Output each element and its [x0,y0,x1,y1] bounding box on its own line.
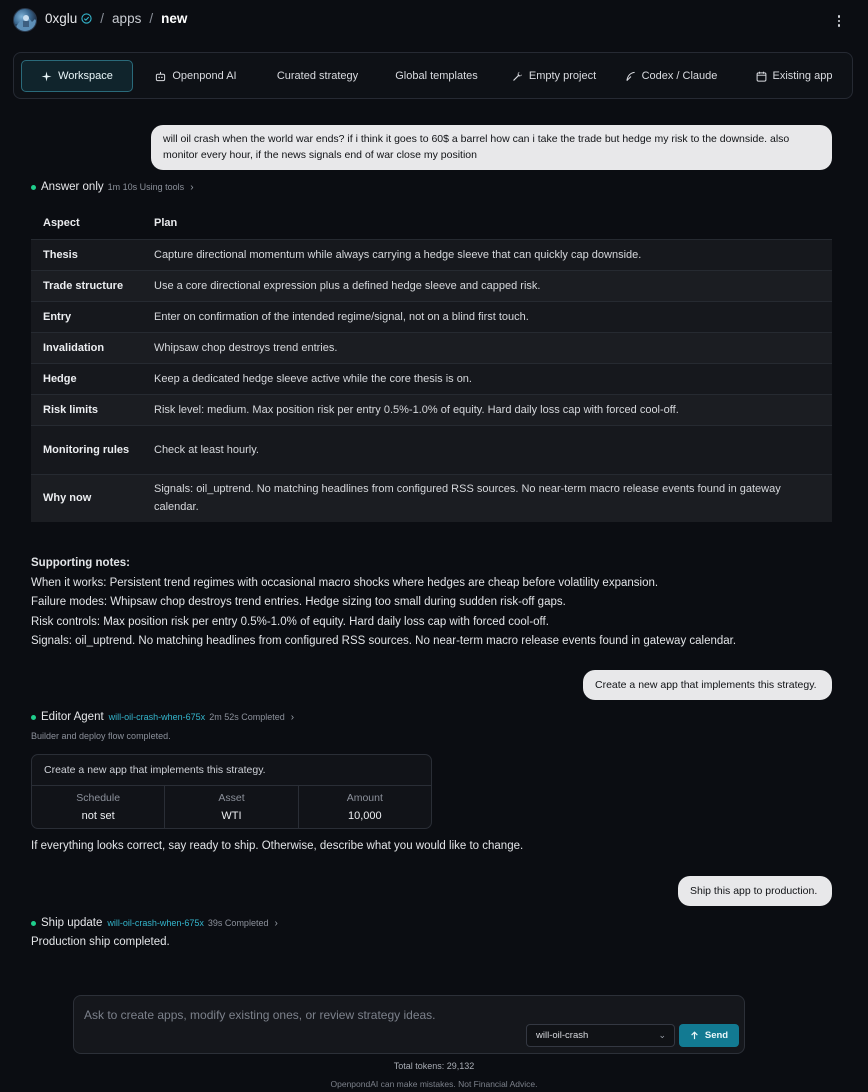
app-tag[interactable]: will-oil-crash-when-675x [108,712,206,722]
aspect-cell: Thesis [31,239,142,270]
answer-meta: 1m 10s Using tools [107,182,185,192]
note-line: Failure modes: Whipsaw chop destroys trend entries. Hedge sizing too small during sudden risk-off gaps. [31,596,566,608]
card-field-amount [299,786,431,829]
tab-label: Empty project [528,70,597,82]
send-button[interactable] [679,1024,739,1047]
answer-label: Answer only [41,181,104,193]
plan-cell: Signals: oil_uptrend. No matching headlines from configured RSS sources. No near-term macro release events found in gateway calendar. [142,474,832,522]
table-row [31,270,832,301]
plan-cell: Risk level: medium. Max position risk per entry 0.5%-1.0% of equity. Hard daily loss cap with forced cool-off. [142,394,832,425]
answer-status[interactable] [31,181,194,193]
breadcrumb-user[interactable]: 0xglu [45,11,78,26]
plan-cell: Enter on confirmation of the intended regime/signal, not on a blind first touch. [142,301,832,332]
avatar[interactable] [13,8,37,32]
aspect-cell: Invalidation [31,332,142,363]
plan-cell: Keep a dedicated hedge sleeve active while the core thesis is on. [142,363,832,394]
mode-tabs [13,52,853,99]
notes-heading: Supporting notes: [31,557,131,569]
field-value: 10,000 [347,810,382,822]
table-row [31,394,832,425]
token-count: Total tokens: 29,132 [393,1061,475,1071]
column-header-plan: Plan [154,217,178,230]
ship-update-label: Ship update [41,917,103,929]
table-row [31,239,832,270]
chevron-right-icon: › [190,181,194,193]
app-summary-card [31,754,432,829]
chat-input[interactable]: Ask to create apps, modify existing ones, or review strategy ideas. [84,1008,436,1022]
plan-cell: Whipsaw chop destroys trend entries. [142,332,832,363]
plan-table [31,208,832,522]
app-select-value: will-oil-crash [536,1030,589,1041]
breadcrumb-separator: / [100,11,105,26]
assistant-followup: If everything looks correct, say ready to ship. Otherwise, describe what you would like to change. [31,840,524,852]
ship-result: Production ship completed. [31,936,170,948]
ship-update-meta: 39s Completed [207,918,269,928]
tab-workspace[interactable] [21,60,133,92]
plan-cell: Use a core directional expression plus a defined hedge sleeve and capped risk. [142,270,832,301]
status-dot-icon [31,921,36,926]
status-dot-icon [31,715,36,720]
ship-update-status[interactable] [31,917,278,929]
tab-label: Curated strategy [276,70,359,82]
aspect-cell: Why now [31,474,142,522]
chevron-right-icon: › [290,711,295,723]
tab-codex-claude[interactable] [620,60,722,92]
user-message-bubble: Ship this app to production. [678,876,832,906]
aspect-cell: Entry [31,301,142,332]
field-value: not set [81,810,115,822]
table-row [31,425,832,474]
tab-label: Existing app [772,70,833,82]
chevron-right-icon: › [274,917,278,929]
field-label: Asset [218,792,245,804]
plan-cell: Capture directional momentum while always carrying a hedge sleeve that can quickly cap downside. [142,239,832,270]
top-header [0,0,868,40]
tab-label: Global templates [395,70,478,82]
note-line: When it works: Persistent trend regimes with occasional macro shocks where hedges are cheap before volatility expansion. [31,576,659,589]
supporting-notes [31,554,831,652]
card-field-schedule [32,786,165,829]
note-line: Signals: oil_uptrend. No matching headlines from configured RSS sources. No near-term macro release events found in gateway calendar. [31,635,737,647]
plan-cell: Check at least hourly. [142,425,832,474]
robot-icon [155,71,166,82]
chat-composer [73,995,745,1054]
editor-agent-label: Editor Agent [41,711,104,723]
more-options-icon[interactable] [832,12,846,30]
verified-icon [81,13,92,24]
arrow-up-icon [690,1031,699,1040]
tab-existing-app[interactable] [746,60,842,92]
table-row [31,301,832,332]
feather-icon [625,71,636,82]
field-value: WTI [221,810,242,822]
app-select[interactable] [526,1024,675,1047]
note-line: Risk controls: Max position risk per entry 0.5%-1.0% of equity. Hard daily loss cap with forced cool-off. [31,615,549,628]
tab-global-templates[interactable] [384,60,489,92]
app-tag[interactable]: will-oil-crash-when-675x [107,918,204,928]
breadcrumb-separator: / [149,11,154,26]
status-dot-icon [31,185,36,190]
breadcrumb [45,11,187,26]
tab-label: Codex / Claude [641,70,718,82]
tab-label: Openpond AI [172,70,237,82]
editor-agent-meta: 2m 52s Completed [209,712,285,722]
editor-agent-subtext: Builder and deploy flow completed. [31,731,171,741]
calendar-icon [756,71,767,82]
table-row [31,332,832,363]
field-label: Schedule [76,792,121,804]
disclaimer: OpenpondAI can make mistakes. Not Financial Advice. [330,1079,538,1089]
table-header-row [31,208,832,239]
user-message-bubble: Create a new app that implements this strategy. [583,670,832,700]
aspect-cell: Trade structure [31,270,142,301]
editor-agent-status[interactable] [31,711,294,723]
column-header-aspect: Aspect [43,217,80,230]
card-title: Create a new app that implements this strategy. [32,755,431,786]
aspect-cell: Monitoring rules [31,425,142,474]
breadcrumb-current: new [161,11,188,26]
field-label: Amount [346,792,383,804]
sparkle-icon [41,71,52,82]
tab-openpond-ai[interactable] [146,60,246,92]
send-label: Send [704,1030,729,1041]
aspect-cell: Hedge [31,363,142,394]
table-row [31,363,832,394]
breadcrumb-apps[interactable]: apps [112,11,142,26]
card-field-asset [165,786,298,829]
chevron-down-icon: ⌄ [658,1030,666,1040]
aspect-cell: Risk limits [31,394,142,425]
wrench-icon [512,71,523,82]
tab-label: Workspace [58,70,113,82]
tab-curated-strategy[interactable] [264,60,371,92]
table-row [31,474,832,522]
user-message-bubble: will oil crash when the world war ends? if i think it goes to 60$ a barrel how can i take the trade but hedge my risk to the downside. also monitor every hour, if the news signals end of war close my position [151,125,832,170]
tab-empty-project[interactable] [504,60,604,92]
